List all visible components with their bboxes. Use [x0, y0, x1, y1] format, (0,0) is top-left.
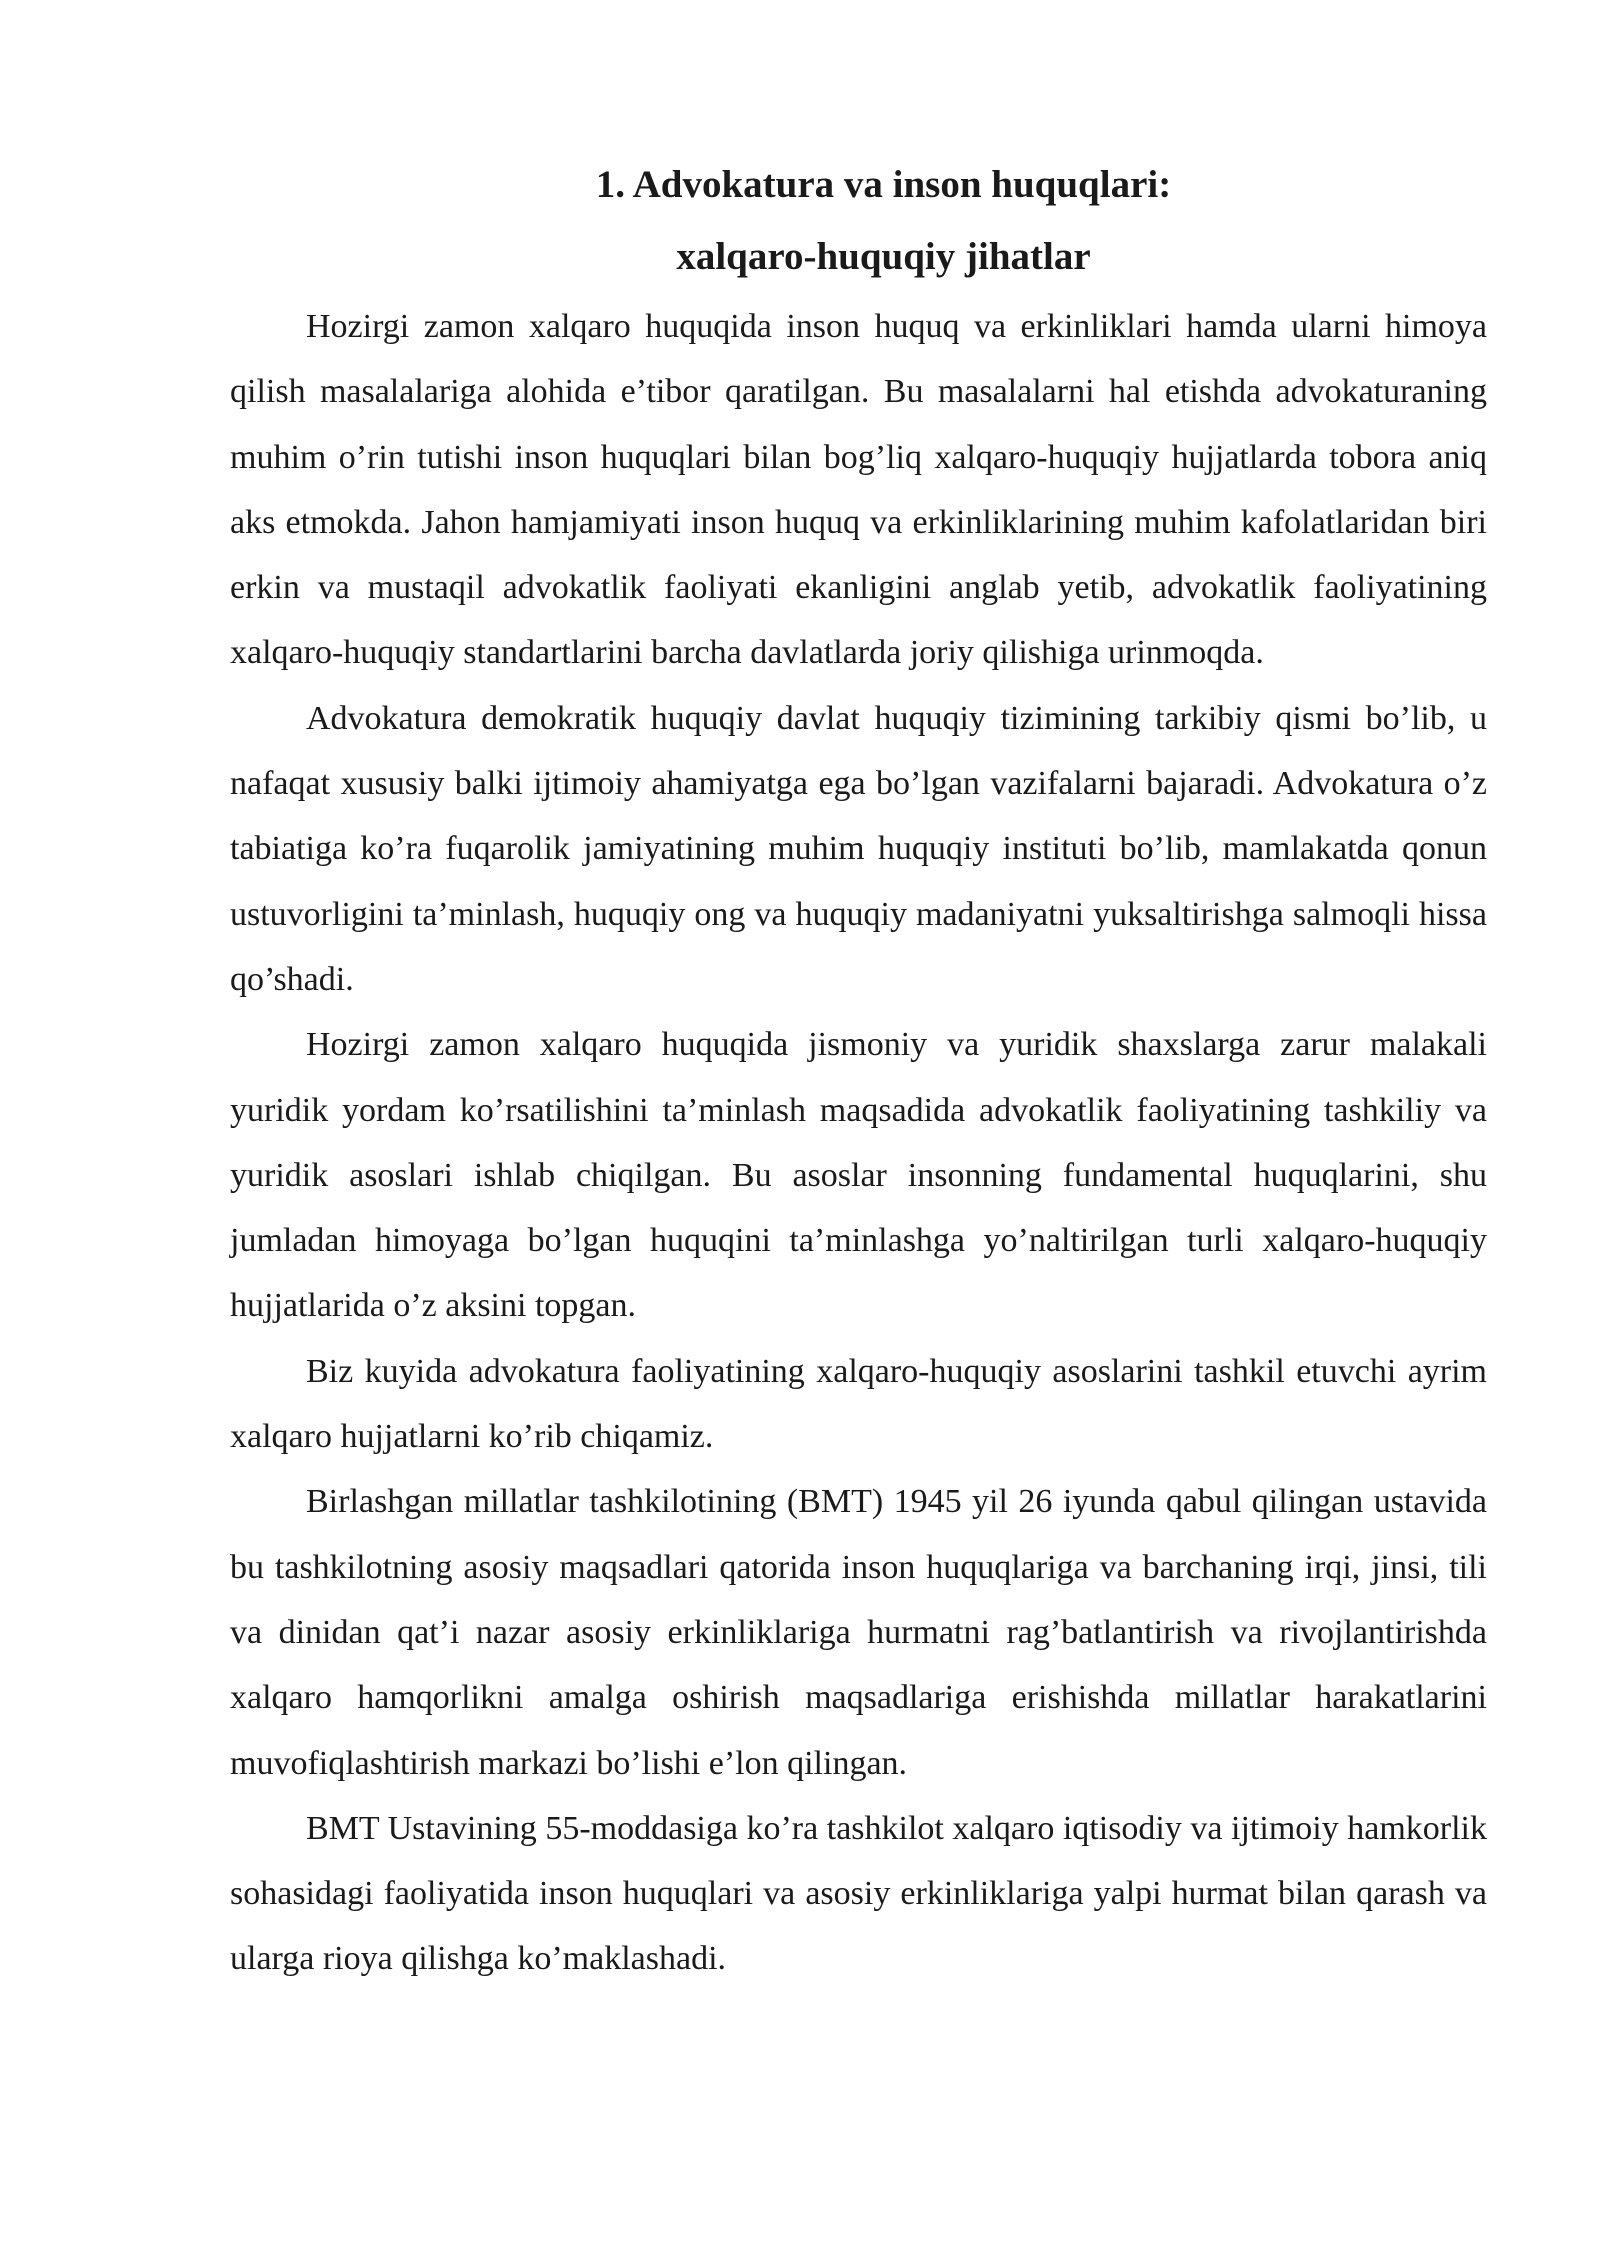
paragraph-2: Advokatura demokratik huquqiy davlat huquqiy tizimining tarkibiy qismi bo’lib, u nafaqat xususiy balki ijtimoiy ahamiyatga ega bo’lgan vazifalarni bajaradi. Advokatura o’z tabiatiga ko’ra fuqarolik jamiyatining muhim huquqiy instituti bo’lib, mamlakatda qonun ustuvorligini ta’minlash, huquqiy ong va huquqiy madaniyatni yuksaltirishga salmoqli hissa qo’shadi. — [230, 699, 1487, 998]
paragraph-6: BMT Ustavining 55-moddasiga ko’ra tashkilot xalqaro iqtisodiy va ijtimoiy hamkorlik sohasidagi faoliyatida inson huquqlari va asosiy erkinliklariga yalpi hurmat bilan qarash va ularga rioya qilishga ko’maklashadi. — [230, 1809, 1487, 1978]
section-title-line-2: xalqaro-huquqiy jihatlar — [676, 235, 1091, 278]
section-title-line-1: 1. Advokatura va inson huquqlari: — [595, 163, 1172, 206]
paragraph-4: Biz kuyida advokatura faoliyatining xalqaro-huquqiy asoslarini tashkil etuvchi ayrim xalqaro hujjatlarni ko’rib chiqamiz. — [230, 1352, 1487, 1456]
paragraph-5: Birlashgan millatlar tashkilotining (BMT) 1945 yil 26 iyunda qabul qilingan ustavida bu tashkilotning asosiy maqsadlari qatorida inson huquqlariga va barchaning irqi, jinsi, tili va dinidan qat’i nazar asosiy erkinliklariga hurmatni rag’batlantirish va rivojlantirishda xalqaro hamqorlikni amalga oshirish maqsadlariga erishishda millatlar harakatlarini muvofiqlashtirish markazi bo’lishi e’lon qilingan. — [230, 1483, 1487, 1782]
paragraph-1: Hozirgi zamon xalqaro huquqida inson huquq va erkinliklari hamda ularni himoya qilish masalalariga alohida e’tibor qaratilgan. Bu masalalarni hal etishda advokaturaning muhim o’rin tutishi inson huquqlari bilan bog’liq xalqaro-huquqiy hujjatlarda tobora aniq aks etmokda. Jahon hamjamiyati inson huquq va erkinliklarining muhim kafolatlaridan biri erkin va mustaqil advokatlik faoliyati ekanligini anglab yetib, advokatlik faoliyatining xalqaro-huquqiy standartlarini barcha davlatlarda joriy qilishiga urinmoqda. — [230, 308, 1487, 672]
paragraph-3: Hozirgi zamon xalqaro huquqida jismoniy va yuridik shaxslarga zarur malakali yuridik yordam ko’rsatilishini ta’minlash maqsadida advokatlik faoliyatining tashkiliy va yuridik asoslari ishlab chiqilgan. Bu asoslar insonning fundamental huquqlarini, shu jumladan himoyaga bo’lgan huquqini ta’minlashga yo’naltirilgan turli xalqaro-huquqiy hujjatlarida o’z aksini topgan. — [230, 1026, 1487, 1325]
document-body — [230, 148, 1487, 1992]
